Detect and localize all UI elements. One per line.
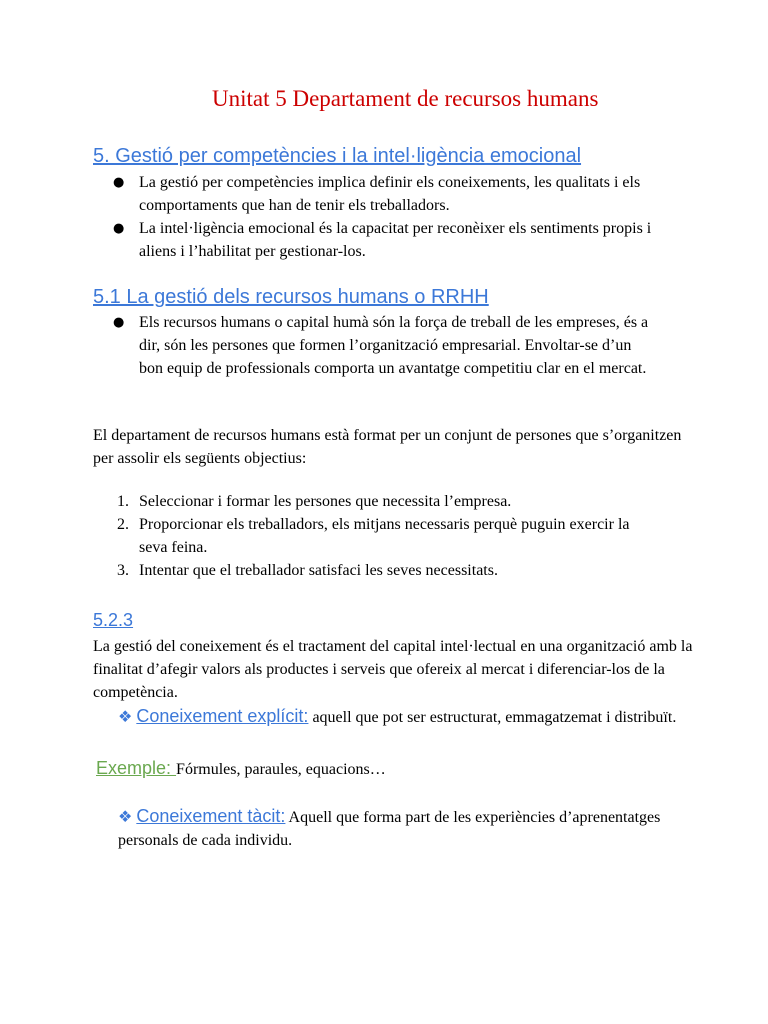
section-2-bullet-list (93, 311, 653, 380)
explicit-knowledge-label[interactable]: Coneixement explícit: (136, 706, 309, 726)
list-number: 2. (117, 516, 129, 533)
list-item (93, 490, 653, 513)
list-item-text: La intel·ligència emocional és la capacitat per reconèixer els sentiments propis i aliens i l’habilitat per gestionar-los. (139, 220, 652, 260)
tacit-knowledge-text: Aquell que forma part de les experiències d’aprenentatges personals de cada individu. (118, 809, 661, 849)
diamond-bullet-icon: ❖ (118, 807, 133, 826)
explicit-knowledge-text: aquell que pot ser estructurat, emmagatzemat i distribuït. (308, 709, 677, 726)
tacit-knowledge-item (118, 805, 688, 852)
document-title: Unitat 5 Departament de recursos humans (212, 86, 599, 111)
section-heading-5[interactable]: 5. Gestió per competències i la intel·ligència emocional (93, 145, 582, 167)
list-item-text: La gestió per competències implica definir els coneixements, les qualitats i els comportaments que han de tenir els treballadors. (139, 174, 641, 214)
rrhh-paragraph: El departament de recursos humans està format per un conjunt de persones que s’organitzen per assolir els següents objectius: (93, 427, 682, 467)
list-item-text: Proporcionar els treballadors, els mitjans necessaris perquè puguin exercir la seva feina. (139, 516, 630, 556)
list-item (93, 171, 653, 217)
objectives-list (93, 490, 653, 582)
list-item-text: Els recursos humans o capital humà són la força de treball de les empreses, és a dir, són les persones que formen l’organització empresarial. Envoltar-se d’un bon equip de professionals comporta un avantatge competitiu clar en el mercat. (139, 314, 649, 377)
list-number: 1. (117, 493, 129, 510)
tacit-knowledge-label[interactable]: Coneixement tàcit: (136, 806, 286, 826)
list-item-text: Seleccionar i formar les persones que necessita l’empresa. (139, 493, 512, 510)
list-number: 3. (117, 562, 129, 579)
example-line (96, 757, 386, 781)
list-item (93, 559, 653, 582)
section-1-bullet-list (93, 171, 653, 263)
list-item (93, 217, 653, 263)
example-label[interactable]: Exemple: (96, 758, 177, 778)
bullet-icon: ● (113, 175, 125, 190)
list-item (93, 513, 653, 559)
list-item-text: Intentar que el treballador satisfaci les seves necessitats. (139, 562, 498, 579)
knowledge-paragraph: La gestió del coneixement és el tractament del capital intel·lectual en una organització amb la finalitat d’afegir valors als productes i serveis que ofereix al mercat i diferenciar-los de la competència. (93, 638, 693, 701)
explicit-knowledge-item (118, 705, 688, 729)
example-text: Fórmules, paraules, equacions… (176, 761, 386, 778)
list-item (93, 311, 653, 380)
bullet-icon: ● (113, 315, 125, 330)
section-heading-5-2-3[interactable]: 5.2.3 (93, 610, 134, 630)
bullet-icon: ● (113, 221, 125, 236)
section-heading-5-1[interactable]: 5.1 La gestió dels recursos humans o RRHH (93, 286, 489, 308)
diamond-bullet-icon: ❖ (118, 707, 133, 726)
